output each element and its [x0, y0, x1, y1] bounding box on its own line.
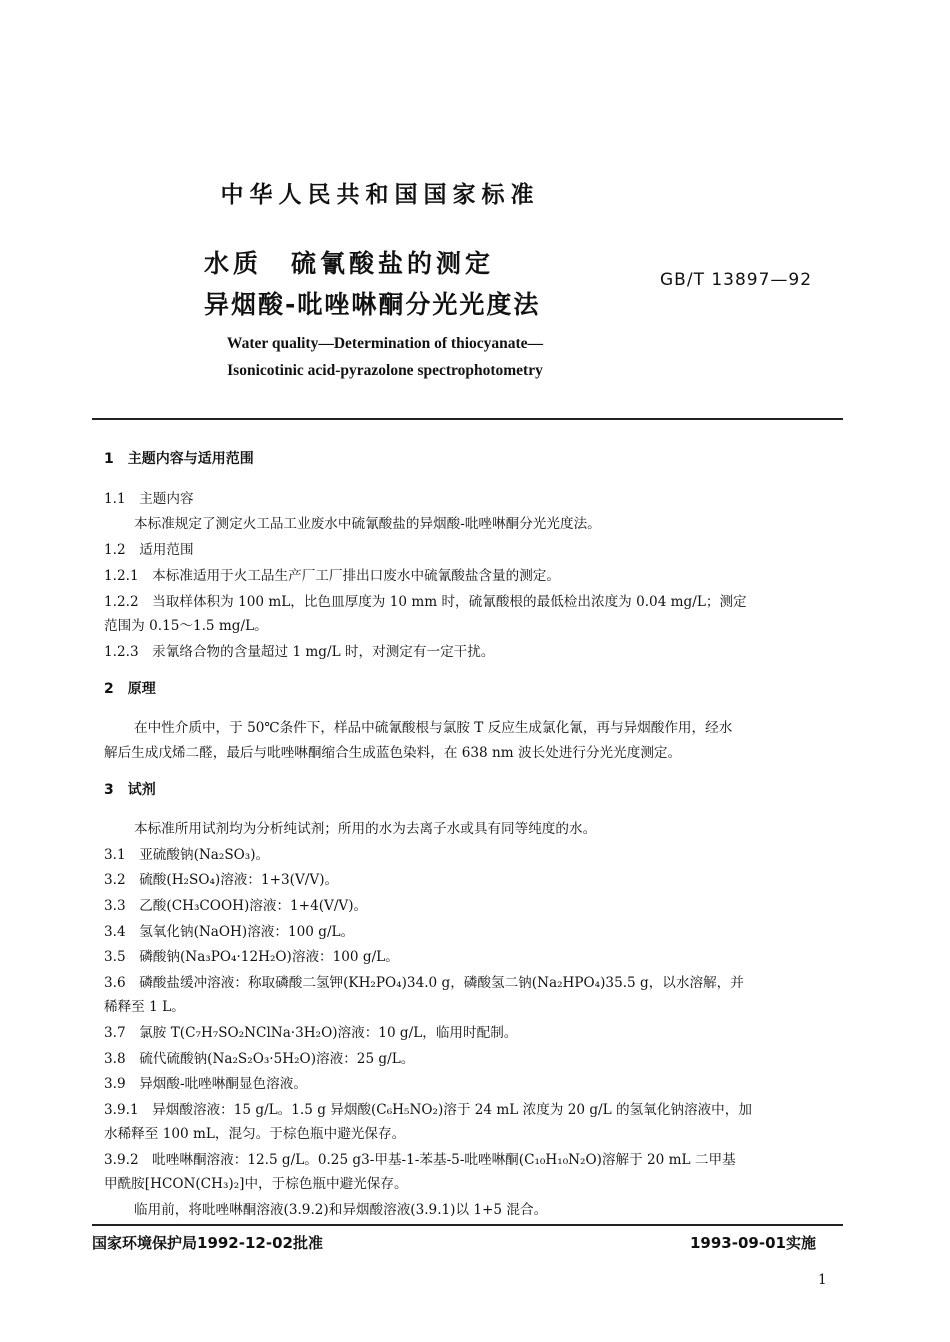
section-2-line-2: 解后生成戊烯二醛，最后与吡唑啉酮缩合生成蓝色染料，在 638 nm 波长处进行分光光度测定。 — [104, 745, 682, 761]
section-1-heading: 1 主题内容与适用范围 — [104, 451, 254, 467]
document-title-line-2: 异烟酸-吡唑啉酮分光光度法 — [204, 290, 541, 319]
section-3-9-mix-note: 临用前，将吡唑啉酮溶液(3.9.2)和异烟酸溶液(3.9.1)以 1+5 混合。 — [134, 1202, 548, 1218]
section-3-7: 3.7 氯胺 T(C₇H₇SO₂NClNa·3H₂O)溶液：10 g/L，临用时配制。 — [104, 1025, 518, 1041]
section-2-heading: 2 原理 — [104, 681, 156, 697]
english-title-line-1: Water quality—Determination of thiocyanate— — [226, 335, 544, 352]
english-title-line-2: Isonicotinic acid-pyrazolone spectrophotometry — [227, 362, 543, 379]
section-3-6-line-2: 稀释至 1 L。 — [104, 999, 185, 1015]
section-3-5: 3.5 磷酸钠(Na₃PO₄·12H₂O)溶液：100 g/L。 — [104, 949, 399, 965]
section-3-9-1-line-2: 水稀释至 100 mL，混匀。于棕色瓶中避光保存。 — [104, 1126, 406, 1142]
national-standard-title: 中华人民共和国国家标准 — [220, 182, 540, 208]
section-1-2-1: 1.2.1 本标准适用于火工品生产厂工厂排出口废水中硫氰酸盐含量的测定。 — [104, 568, 560, 584]
section-1-1-heading: 1.1 主题内容 — [104, 491, 194, 507]
section-3-3: 3.3 乙酸(CH₃COOH)溶液：1+4(V/V)。 — [104, 898, 368, 914]
approval-line: 国家环境保护局1992-12-02批准 — [92, 1234, 323, 1252]
section-2-line-1: 在中性介质中，于 50℃条件下，样品中硫氰酸根与氯胺 T 反应生成氯化氰，再与异烟酸作用，经水 — [134, 720, 733, 736]
section-3-9-1-line-1: 3.9.1 异烟酸溶液：15 g/L。1.5 g 异烟酸(C₆H₅NO₂)溶于 24 mL 浓度为 20 g/L 的氢氧化钠溶液中，加 — [104, 1102, 752, 1118]
section-3-2: 3.2 硫酸(H₂SO₄)溶液：1+3(V/V)。 — [104, 872, 339, 888]
document-title-line-1: 水质 硫氰酸盐的测定 — [204, 249, 495, 278]
footer-divider — [92, 1224, 843, 1226]
section-1-2-2-line-2: 范围为 0.15～1.5 mg/L。 — [104, 618, 268, 634]
section-3-6-line-1: 3.6 磷酸盐缓冲溶液：称取磷酸二氢钾(KH₂PO₄)34.0 g，磷酸氢二钠(Na₂HPO₄)35.5 g，以水溶解，并 — [104, 975, 744, 991]
effective-date-line: 1993-09-01实施 — [690, 1234, 816, 1252]
standard-code: GB/T 13897—92 — [660, 270, 813, 290]
page-number: 1 — [818, 1272, 827, 1288]
section-3-heading: 3 试剂 — [104, 782, 156, 798]
section-3-9: 3.9 异烟酸-吡唑啉酮显色溶液。 — [104, 1076, 307, 1092]
section-1-2-2-line-1: 1.2.2 当取样体积为 100 mL，比色皿厚度为 10 mm 时，硫氰酸根的最低检出浓度为 0.04 mg/L；测定 — [104, 594, 747, 610]
header-divider — [92, 418, 843, 420]
section-3-9-2-line-1: 3.9.2 吡唑啉酮溶液：12.5 g/L。0.25 g3-甲基-1-苯基-5-吡唑啉酮(C₁₀H₁₀N₂O)溶解于 20 mL 二甲基 — [104, 1152, 736, 1168]
section-3-4: 3.4 氢氧化钠(NaOH)溶液：100 g/L。 — [104, 924, 355, 940]
section-1-2-3: 1.2.3 汞氰络合物的含量超过 1 mg/L 时，对测定有一定干扰。 — [104, 644, 495, 660]
section-3-1: 3.1 亚硫酸钠(Na₂SO₃)。 — [104, 847, 270, 863]
section-3-8: 3.8 硫代硫酸钠(Na₂S₂O₃·5H₂O)溶液：25 g/L。 — [104, 1051, 415, 1067]
section-3-9-2-line-2: 甲酰胺[HCON(CH₃)₂]中，于棕色瓶中避光保存。 — [104, 1176, 408, 1192]
section-1-1-text: 本标准规定了测定火工品工业废水中硫氰酸盐的异烟酸-吡唑啉酮分光光度法。 — [134, 516, 601, 532]
section-1-2-heading: 1.2 适用范围 — [104, 542, 194, 558]
section-3-intro: 本标准所用试剂均为分析纯试剂；所用的水为去离子水或具有同等纯度的水。 — [134, 821, 597, 837]
